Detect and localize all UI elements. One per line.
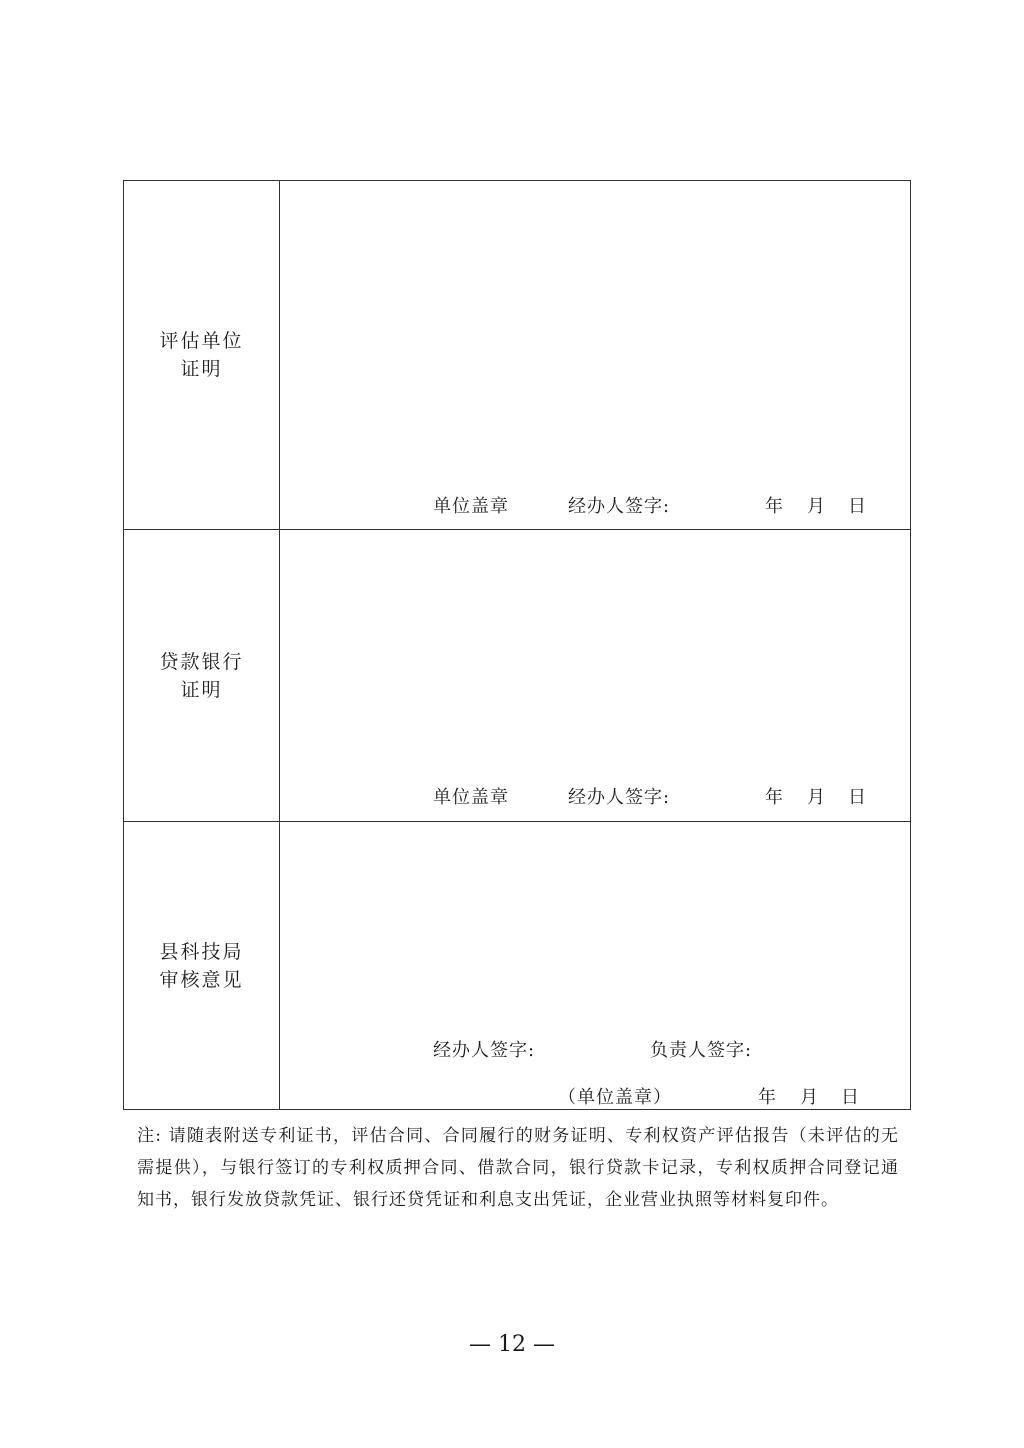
content-county-science-bureau bbox=[280, 822, 910, 1110]
content-evaluation-unit bbox=[280, 181, 910, 529]
year-text: 年 bbox=[765, 787, 784, 808]
label-lending-bank bbox=[124, 530, 280, 821]
day-text: 日 bbox=[848, 496, 867, 517]
label-line-2: 审核意见 bbox=[159, 969, 244, 991]
month-text: 月 bbox=[807, 787, 826, 808]
day-text: 日 bbox=[841, 1087, 860, 1108]
row-lending-bank bbox=[124, 530, 910, 822]
leader-signature-text: 负责人签字: bbox=[650, 1040, 753, 1061]
label-county-science-bureau bbox=[124, 822, 280, 1110]
label-line-2: 证明 bbox=[180, 678, 223, 701]
page-number: — 12 — bbox=[469, 1332, 555, 1357]
month-text: 月 bbox=[800, 1087, 819, 1108]
label-line-2: 证明 bbox=[180, 358, 223, 380]
day-text: 日 bbox=[848, 787, 867, 808]
unit-stamp-text: 单位盖章 bbox=[433, 496, 509, 517]
label-line-1: 县科技局 bbox=[159, 941, 244, 963]
unit-stamp-text: （单位盖章） bbox=[558, 1087, 672, 1108]
handler-signature-text: 经办人签字: bbox=[433, 1040, 536, 1061]
certification-form-table bbox=[123, 180, 911, 1110]
footnote: 注: 请随表附送专利证书，评估合同、合同履行的财务证明、专利权资产评估报告（未评估的无需提供），与银行签订的专利权质押合同、借款合同，银行贷款卡记录，专利权质押合同登记通知书，银行发放贷款凭证、银行还贷凭证和利息支出凭证，企业营业执照等材料复印件。 bbox=[137, 1126, 899, 1210]
label-line-1: 贷款银行 bbox=[159, 650, 244, 673]
content-lending-bank bbox=[280, 530, 910, 821]
handler-signature-text: 经办人签字: bbox=[568, 787, 671, 808]
unit-stamp-text: 单位盖章 bbox=[433, 787, 509, 808]
label-line-1: 评估单位 bbox=[159, 330, 244, 352]
row-county-science-bureau bbox=[124, 822, 910, 1110]
row-evaluation-unit bbox=[124, 181, 910, 530]
label-evaluation-unit bbox=[124, 181, 280, 529]
year-text: 年 bbox=[765, 496, 784, 517]
handler-signature-text: 经办人签字: bbox=[568, 496, 671, 517]
year-text: 年 bbox=[758, 1087, 777, 1108]
month-text: 月 bbox=[807, 496, 826, 517]
